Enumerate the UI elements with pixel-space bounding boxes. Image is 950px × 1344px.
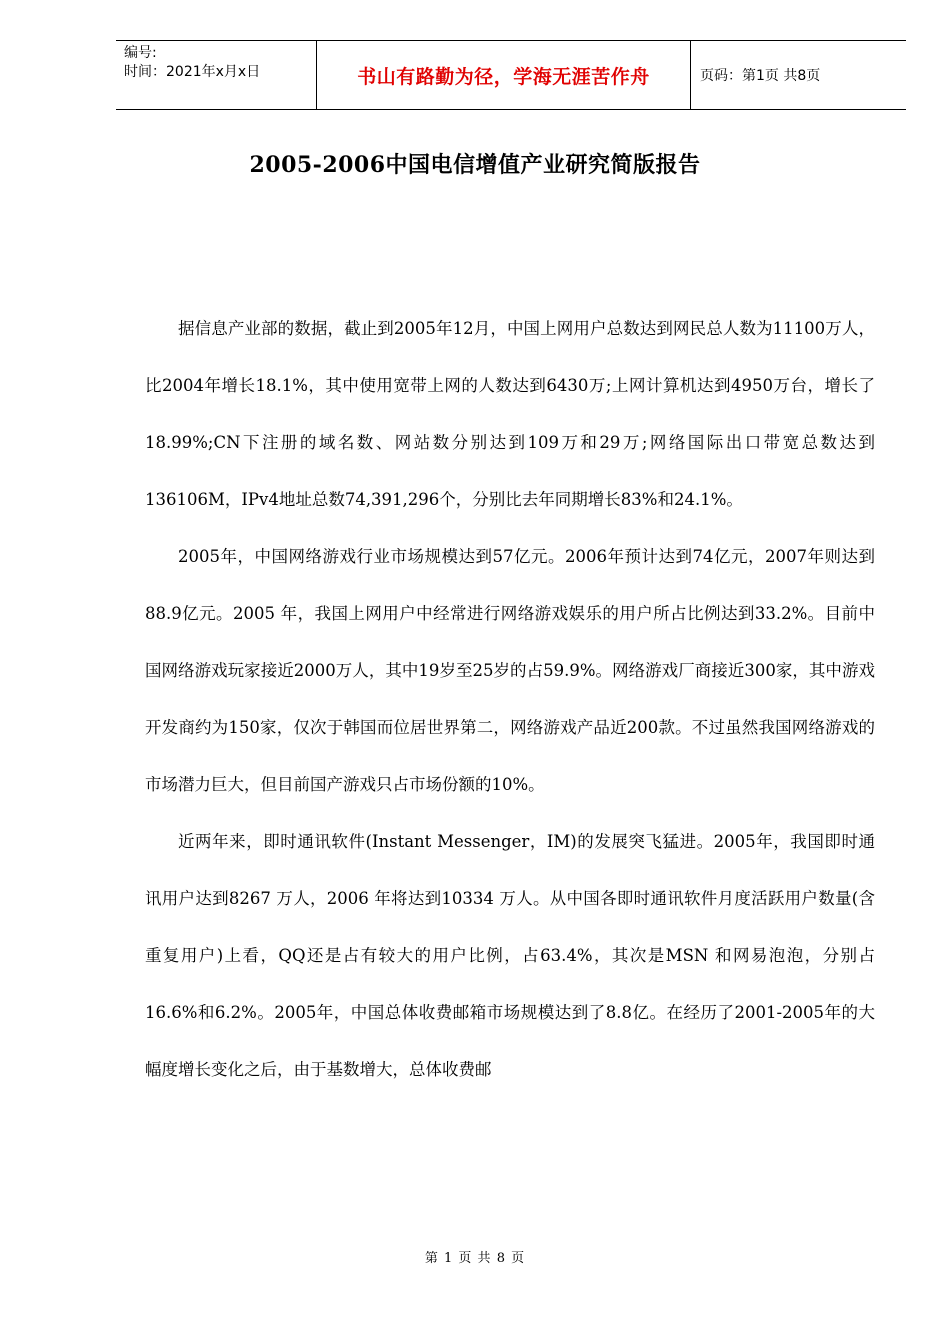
- header-page-cell: [691, 41, 906, 109]
- document-header: [116, 40, 906, 110]
- header-motto-cell: [317, 41, 691, 109]
- document-body: [145, 300, 875, 1098]
- document-time-label: 时间：2021年x月x日: [124, 64, 261, 80]
- paragraph: 近两年来，即时通讯软件(Instant Messenger，IM)的发展突飞猛进。2005年，我国即时通讯用户达到8267 万人，2006 年将达到10334 万人。从中国各即时通讯软件月度活跃用户数量(含重复用户)上看，QQ还是占有较大的用户比例，占63.4%，其次是MSN 和网易泡泡，分别占16.6%和6.2%。2005年，中国总体收费邮箱市场规模达到了8.8亿。在经历了2001-2005年的大幅度增长变化之后，由于基数增大，总体收费邮: [145, 832, 875, 1079]
- header-motto: 书山有路勤为径，学海无涯苦作舟: [357, 65, 650, 88]
- paragraph: 据信息产业部的数据，截止到2005年12月，中国上网用户总数达到网民总人数为11100万人，比2004年增长18.1%，其中使用宽带上网的人数达到6430万;上网计算机达到4950万台，增长了18.99%;CN下注册的域名数、网站数分别达到109万和29万;网络国际出口带宽总数达到136106M，IPv4地址总数74,391,296个，分别比去年同期增长83%和24.1%。: [145, 319, 875, 509]
- document-number-label: 编号:: [124, 45, 157, 61]
- page-footer: 第 1 页 共 8 页: [424, 1251, 526, 1266]
- document-title: 2005-2006中国电信增值产业研究简版报告: [249, 152, 701, 178]
- paragraph: 2005年，中国网络游戏行业市场规模达到57亿元。2006年预计达到74亿元，2007年则达到88.9亿元。2005 年，我国上网用户中经常进行网络游戏娱乐的用户所占比例达到33.2%。目前中国网络游戏玩家接近2000万人，其中19岁至25岁的占59.9%。网络游戏厂商接近300家，其中游戏开发商约为150家，仅次于韩国而位居世界第二，网络游戏产品近200款。不过虽然我国网络游戏的市场潜力巨大，但目前国产游戏只占市场份额的10%。: [145, 547, 875, 794]
- header-page-info: 页码：第1页 共8页: [700, 68, 821, 84]
- header-meta-cell: [116, 41, 317, 109]
